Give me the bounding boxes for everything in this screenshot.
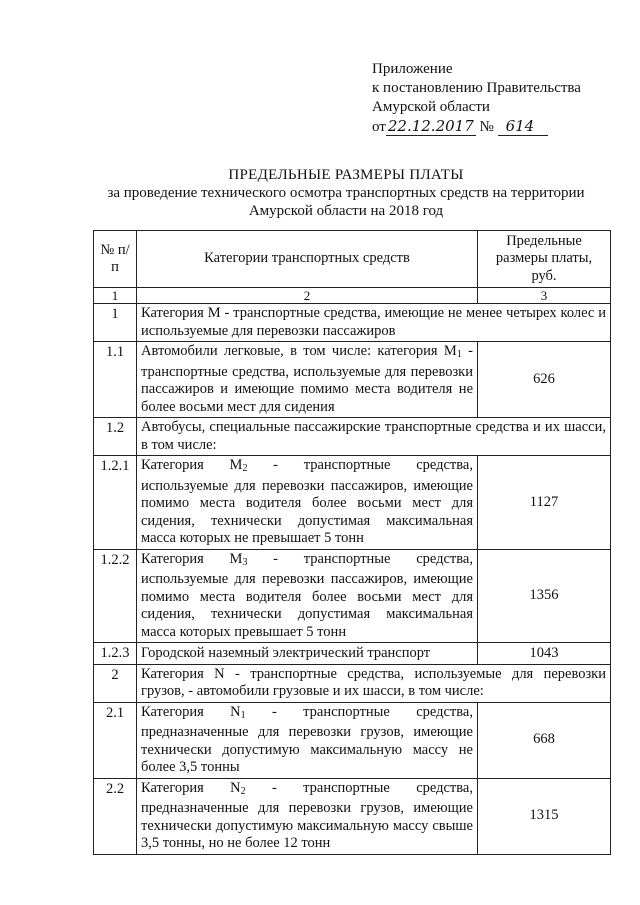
table-index-row: [94, 288, 611, 304]
handwritten-date: 22.12.2017: [387, 117, 474, 135]
title-line1: ПРЕДЕЛЬНЫЕ РАЗМЕРЫ ПЛАТЫ: [228, 167, 464, 183]
appendix-line3: Амурской области: [372, 99, 490, 115]
handwritten-number: 614: [498, 117, 549, 136]
row-fee: 1043: [478, 643, 611, 665]
header-fee: Предельные размеры платы, руб.: [478, 231, 611, 288]
row-text: Городской наземный электрический транспорт: [137, 643, 478, 665]
table-row: [94, 456, 611, 550]
row-num: 2.1: [94, 702, 137, 778]
row-num: 2.2: [94, 778, 137, 854]
document-title: [96, 166, 596, 220]
index-cell: 2: [137, 288, 478, 304]
index-cell: 3: [478, 288, 611, 304]
appendix-line2: к постановлению Правительства: [372, 80, 581, 96]
table-row: [94, 418, 611, 456]
row-text: Категория $N_1$ - транспортные средства, предназначенные для перевозки грузов, имеющие технически допустимую максимальную массу не более 3,5 тонны: [137, 702, 478, 778]
table-header-row: [94, 231, 611, 288]
row-num: 1.2: [94, 418, 137, 456]
title-line3: Амурской области на 2018 год: [248, 203, 444, 219]
table-row: [94, 702, 611, 778]
number-prefix: №: [479, 119, 494, 135]
row-fee: 1356: [478, 549, 611, 643]
row-text: Категория $M_3$ - транспортные средства, используемые для перевозки пассажиров, имеющие помимо места водителя более восьми мест для сидения, технически допустимая максимальная масса которых превышает 5 тонн: [137, 549, 478, 643]
title-line2: за проведение технического осмотра транспортных средств на территории: [107, 185, 585, 201]
table-row: [94, 342, 611, 418]
index-cell: 1: [94, 288, 137, 304]
row-fee: 626: [478, 342, 611, 418]
fees-table: [93, 230, 611, 855]
table-row: [94, 778, 611, 854]
date-prefix: от: [372, 119, 386, 135]
row-fee: 1315: [478, 778, 611, 854]
row-text: Автобусы, специальные пассажирские транспортные средства и их шасси, в том числе:: [137, 418, 611, 456]
row-text: Категория М - транспортные средства, имеющие не менее четырех колес и используемые для перевозки пассажиров: [137, 304, 611, 342]
row-num: 1.2.1: [94, 456, 137, 550]
table-row: [94, 549, 611, 643]
header-num: № п/п: [94, 231, 137, 288]
row-num: 1.2.2: [94, 549, 137, 643]
table-row: [94, 664, 611, 702]
appendix-block: [372, 60, 632, 137]
table-row: [94, 643, 611, 665]
header-category: Категории транспортных средств: [137, 231, 478, 288]
row-num: 1.1: [94, 342, 137, 418]
row-text: Категория $M_2$ - транспортные средства, используемые для перевозки пассажиров, имеющие помимо места водителя более восьми мест для сидения, технически допустимая максимальная масса которых не превышает 5 тонн: [137, 456, 478, 550]
appendix-line1: Приложение: [372, 61, 453, 77]
row-text: Автомобили легковые, в том числе: категория $M_1$ - транспортные средства, используемые для перевозки пассажиров и имеющие помимо места водителя не более восьми мест для сидения: [137, 342, 478, 418]
row-num: 1: [94, 304, 137, 342]
row-text: Категория $N_2$ - транспортные средства, предназначенные для перевозки грузов, имеющие технически допустимую максимальную массу свыше 3,5 тонны, но не более 12 тонн: [137, 778, 478, 854]
row-num: 2: [94, 664, 137, 702]
table-row: [94, 304, 611, 342]
row-num: 1.2.3: [94, 643, 137, 665]
row-fee: 668: [478, 702, 611, 778]
row-fee: 1127: [478, 456, 611, 550]
appendix-date-line: [372, 117, 632, 137]
row-text: Категория N - транспортные средства, используемые для перевозки грузов, - автомобили грузовые и их шасси, в том числе:: [137, 664, 611, 702]
